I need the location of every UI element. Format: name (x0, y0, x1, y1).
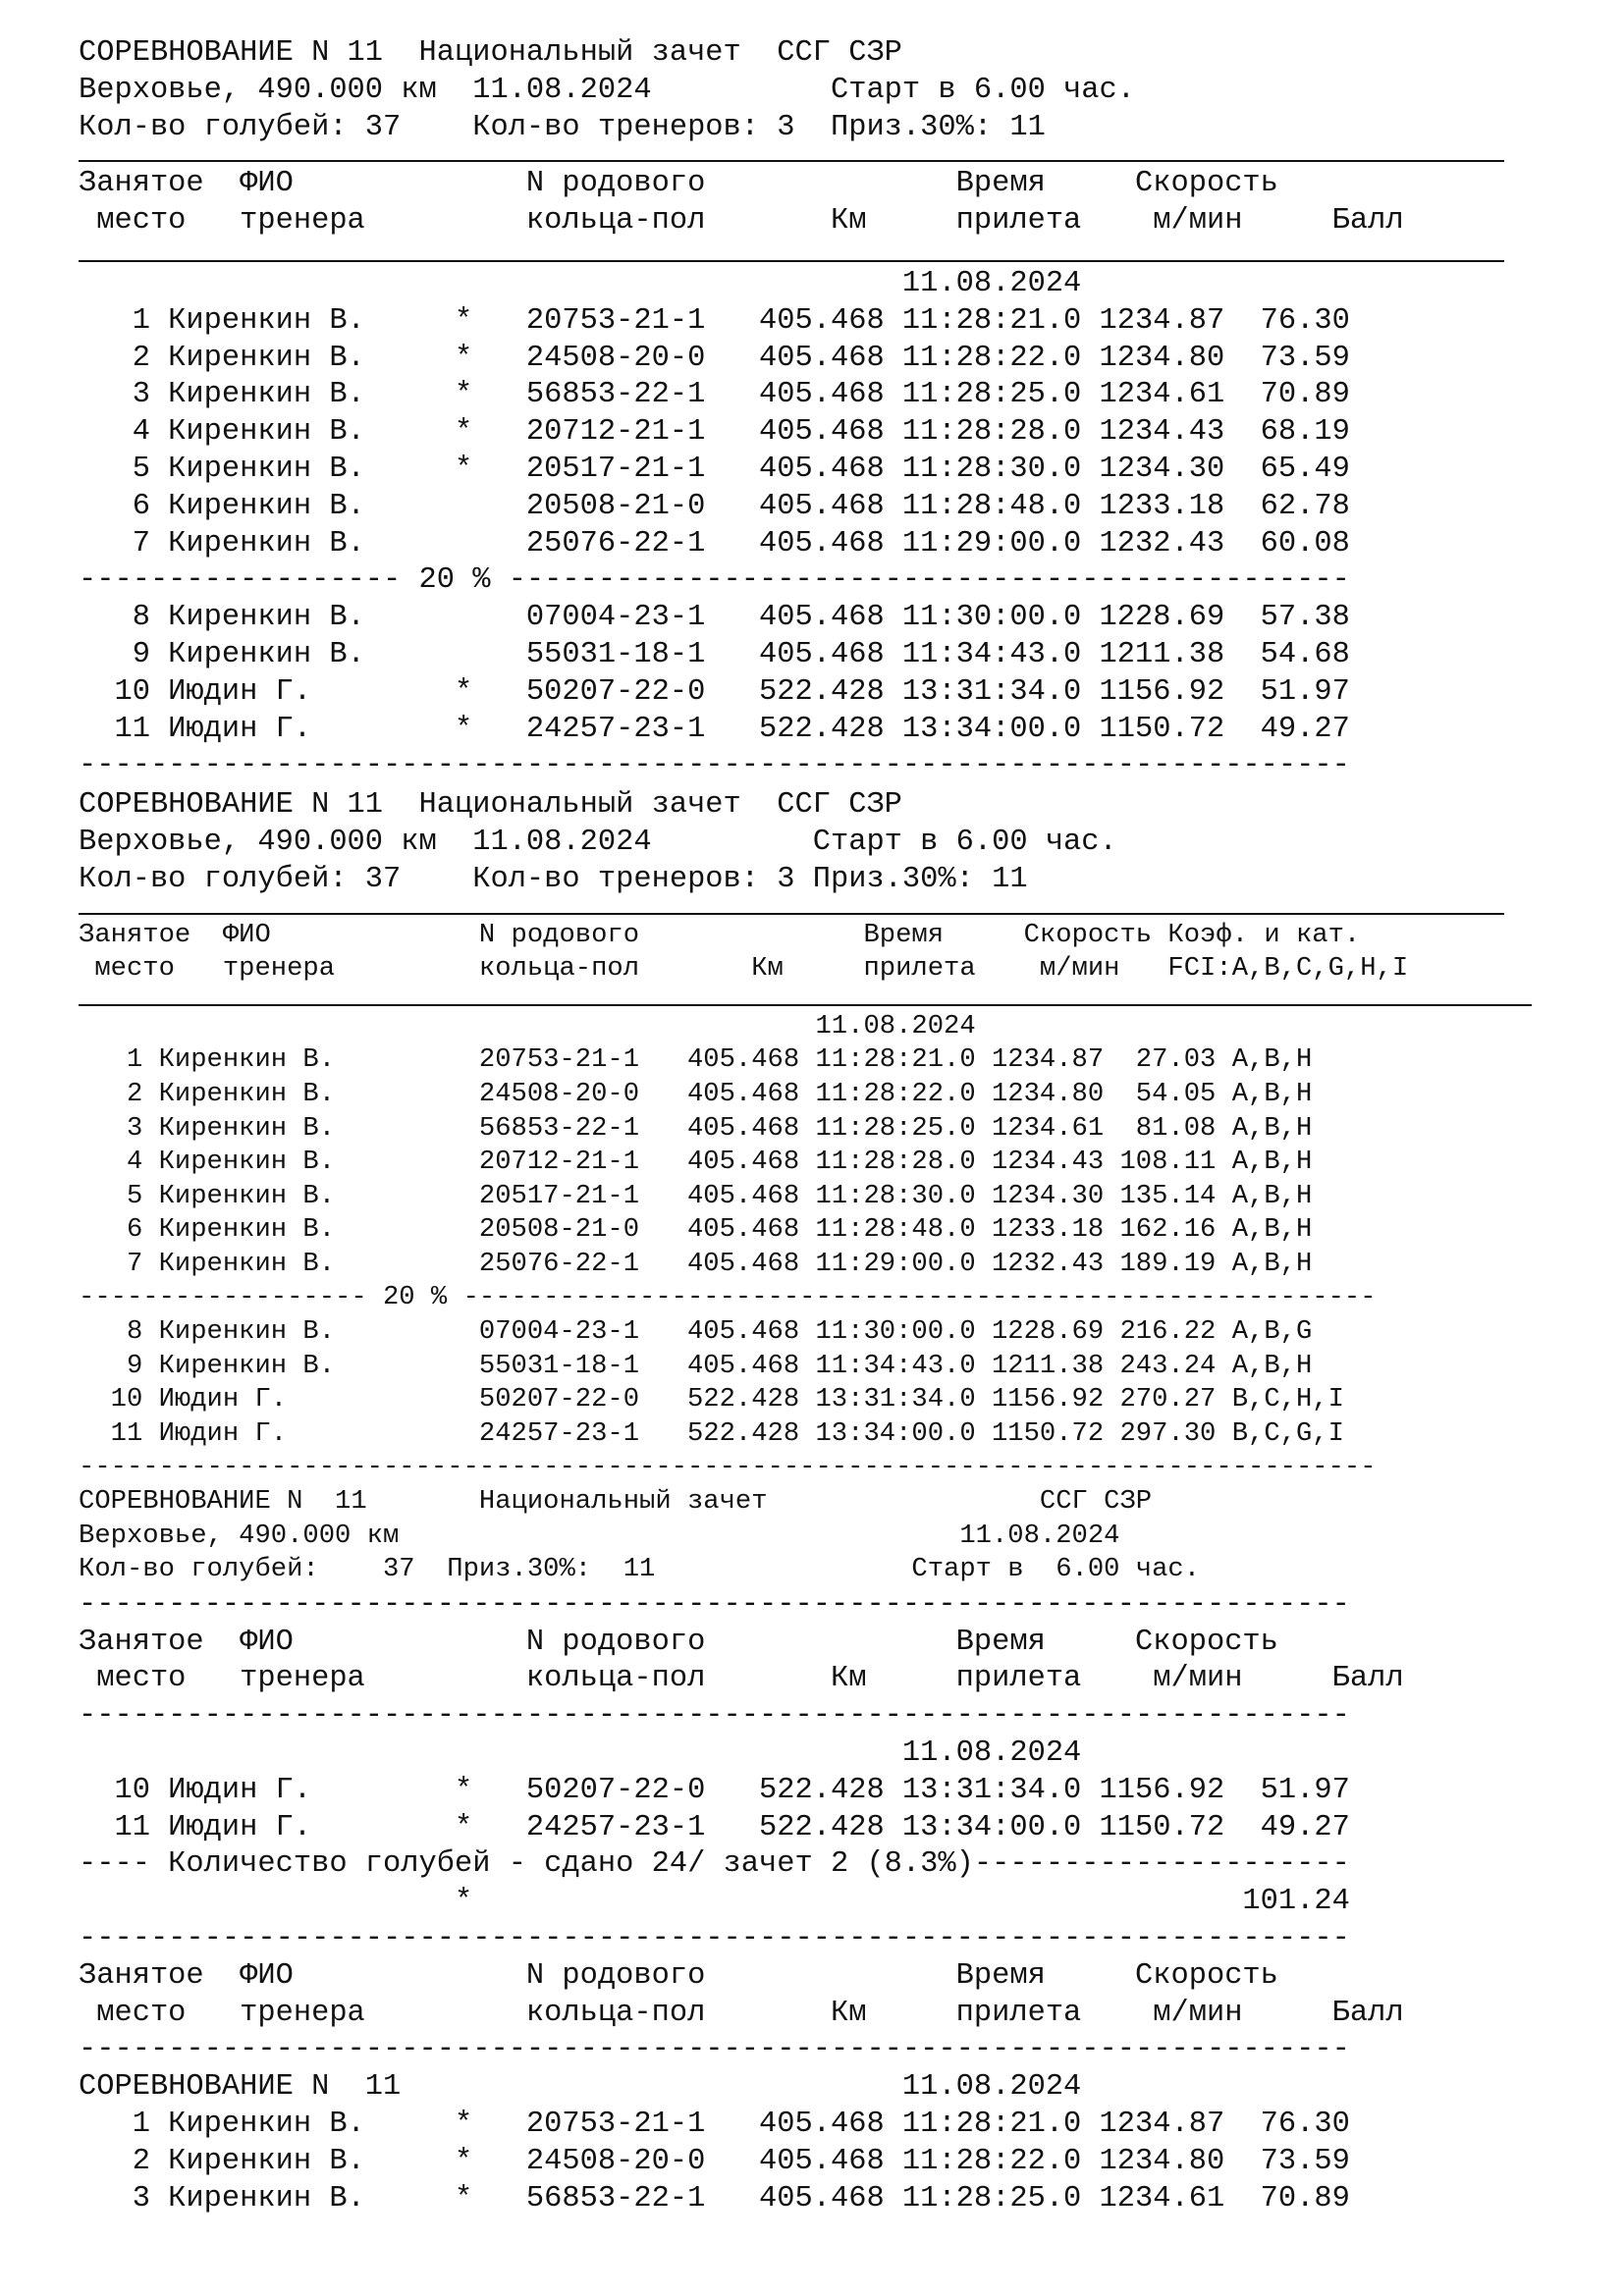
table-row: 2 Киренкин В. * 24508-20-0 405.468 11:28:22.0 1234.80 73.59 (79, 2144, 1350, 2178)
dashed-divider: ----------------------------------------------------------------------- (79, 1699, 1350, 1734)
results-block-summary (79, 1485, 1532, 1958)
summary-total: * 101.24 (79, 1885, 1350, 1919)
release-info: Верховье, 490.000 км 11.08.2024 Старт в 6.00 час. (79, 73, 1136, 107)
table-row: 9 Киренкин В. 55031-18-1 405.468 11:34:43.0 1211.38 54.68 (79, 637, 1350, 671)
column-header-row1: Занятое ФИО N родового Время Скорость Коэф. и кат. (79, 919, 1361, 950)
column-header-row1: Занятое ФИО N родового Время Скорость (79, 1958, 1278, 1993)
pigeon-count-info: Кол-во голубей: 37 Приз.30%: 11 Старт в 6.00 час. (79, 1554, 1201, 1585)
table-row: 1 Киренкин В. 20753-21-1 405.468 11:28:21.0 1234.87 27.03 A,B,H (79, 1044, 1313, 1076)
table-row: 6 Киренкин В. 20508-21-0 405.468 11:28:48.0 1233.18 162.16 A,B,H (79, 1214, 1313, 1246)
column-header-row1: Занятое ФИО N родового Время Скорость (79, 167, 1278, 201)
column-header-row2: место тренера кольца-пол Км прилета м/мин Балл (79, 1662, 1404, 1696)
date-heading: 11.08.2024 (79, 1010, 976, 1041)
release-info: Верховье, 490.000 км 11.08.2024 Старт в 6.00 час. (79, 825, 1117, 859)
table-row: 1 Киренкин В. * 20753-21-1 405.468 11:28:21.0 1234.87 76.30 (79, 303, 1350, 338)
competition-date-heading: СОРЕВНОВАНИЕ N 11 11.08.2024 (79, 2070, 1082, 2105)
date-heading: 11.08.2024 (79, 266, 1082, 300)
table-row: 7 Киренкин В. 25076-22-1 405.468 11:29:00.0 1232.43 60.08 (79, 526, 1350, 561)
table-row: 8 Киренкин В. 07004-23-1 405.468 11:30:00.0 1228.69 216.22 A,B,G (79, 1316, 1313, 1348)
divider-solid (79, 1004, 1532, 1006)
table-row: 1 Киренкин В. * 20753-21-1 405.468 11:28:21.0 1234.87 76.30 (79, 2107, 1350, 2141)
table-row: 3 Киренкин В. * 56853-22-1 405.468 11:28:25.0 1234.61 70.89 (79, 378, 1350, 412)
percent-divider: ------------------ 20 % --------------------------------------------------------- (79, 1282, 1377, 1313)
table-row: 10 Июдин Г. 50207-22-0 522.428 13:31:34.0 1156.92 270.27 B,C,H,I (79, 1384, 1344, 1415)
pigeon-count-info: Кол-во голубей: 37 Кол-во тренеров: 3 Приз.30%: 11 (79, 110, 1046, 144)
table-row: 11 Июдин Г. * 24257-23-1 522.428 13:34:00.0 1150.72 49.27 (79, 712, 1350, 746)
divider-solid (79, 160, 1504, 162)
results-block-continued (79, 1958, 1532, 2218)
table-row: 4 Киренкин В. 20712-21-1 405.468 11:28:28.0 1234.43 108.11 A,B,H (79, 1147, 1313, 1178)
table-row: 5 Киренкин В. 20517-21-1 405.468 11:28:30.0 1234.30 135.14 A,B,H (79, 1180, 1313, 1211)
competition-title: СОРЕВНОВАНИЕ N 11 Национальный зачет ССГ СЗР (79, 1486, 1153, 1518)
divider-solid (79, 913, 1504, 915)
table-row: 10 Июдин Г. * 50207-22-0 522.428 13:31:34.0 1156.92 51.97 (79, 1773, 1350, 1807)
results-block-points (79, 35, 1532, 785)
dashed-divider: ----------------------------------------------------------------------- (79, 2033, 1350, 2067)
dashed-divider: --------------------------------------------------------------------------------- (79, 1452, 1377, 1483)
divider-solid (79, 260, 1504, 262)
table-row: 7 Киренкин В. 25076-22-1 405.468 11:29:00.0 1232.43 189.19 A,B,H (79, 1248, 1313, 1279)
competition-title: СОРЕВНОВАНИЕ N 11 Национальный зачет ССГ СЗР (79, 788, 902, 823)
table-row: 9 Киренкин В. 55031-18-1 405.468 11:34:43.0 1211.38 243.24 A,B,H (79, 1350, 1313, 1381)
column-header-row2: место тренера кольца-пол Км прилета м/мин Балл (79, 1996, 1404, 2030)
table-row: 11 Июдин Г. 24257-23-1 522.428 13:34:00.0 1150.72 297.30 B,C,G,I (79, 1417, 1344, 1449)
table-row: 2 Киренкин В. * 24508-20-0 405.468 11:28:22.0 1234.80 73.59 (79, 341, 1350, 375)
table-row: 3 Киренкин В. 56853-22-1 405.468 11:28:25.0 1234.61 81.08 A,B,H (79, 1112, 1313, 1144)
competition-title: СОРЕВНОВАНИЕ N 11 Национальный зачет ССГ СЗР (79, 36, 902, 70)
release-info: Верховье, 490.000 км 11.08.2024 (79, 1520, 1120, 1551)
table-row: 11 Июдин Г. * 24257-23-1 522.428 13:34:00.0 1150.72 49.27 (79, 1810, 1350, 1844)
table-row: 3 Киренкин В. * 56853-22-1 405.468 11:28:25.0 1234.61 70.89 (79, 2181, 1350, 2216)
summary-divider: ---- Количество голубей - сдано 24/ зачет 2 (8.3%)--------------------- (79, 1847, 1350, 1882)
table-row: 2 Киренкин В. 24508-20-0 405.468 11:28:22.0 1234.80 54.05 A,B,H (79, 1078, 1313, 1109)
column-header-row1: Занятое ФИО N родового Время Скорость (79, 1625, 1278, 1659)
table-row: 5 Киренкин В. * 20517-21-1 405.468 11:28:30.0 1234.30 65.49 (79, 452, 1350, 486)
table-row: 4 Киренкин В. * 20712-21-1 405.468 11:28:28.0 1234.43 68.19 (79, 415, 1350, 450)
column-header-row2: место тренера кольца-пол Км прилета м/мин FCI:A,B,C,G,H,I (79, 953, 1409, 985)
table-row: 10 Июдин Г. * 50207-22-0 522.428 13:31:34.0 1156.92 51.97 (79, 674, 1350, 709)
dashed-divider: ----------------------------------------------------------------------- (79, 1921, 1350, 1955)
dashed-divider: ----------------------------------------------------------------------- (79, 1587, 1350, 1622)
column-header-row2: место тренера кольца-пол Км прилета м/мин Балл (79, 204, 1404, 239)
table-row: 6 Киренкин В. 20508-21-0 405.468 11:28:48.0 1233.18 62.78 (79, 489, 1350, 523)
table-row: 8 Киренкин В. 07004-23-1 405.468 11:30:00.0 1228.69 57.38 (79, 601, 1350, 635)
pigeon-count-info: Кол-во голубей: 37 Кол-во тренеров: 3 Приз.30%: 11 (79, 862, 1028, 896)
date-heading: 11.08.2024 (79, 1736, 1082, 1770)
results-block-coefficients (79, 787, 1532, 1485)
results-document (79, 35, 1532, 2217)
dashed-divider: ----------------------------------------------------------------------- (79, 749, 1350, 783)
percent-divider: ------------------ 20 % ----------------------------------------------- (79, 563, 1350, 598)
